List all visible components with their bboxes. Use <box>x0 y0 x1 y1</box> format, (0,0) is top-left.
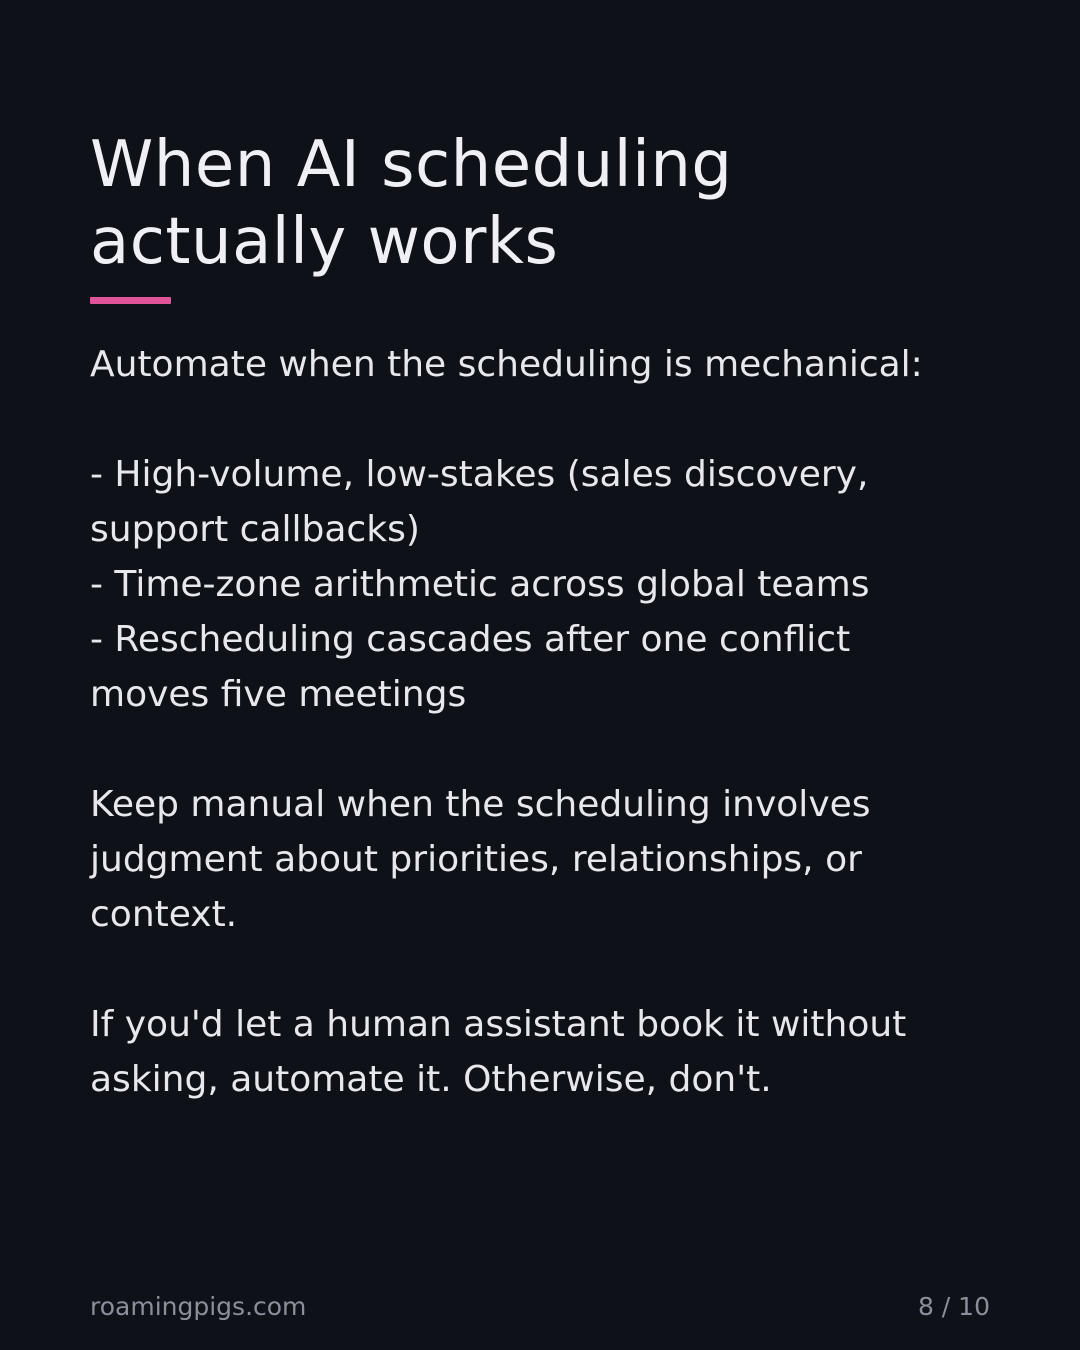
bullet-line-1: - High-volume, low-stakes (sales discovery, <box>90 454 869 495</box>
title-accent-divider <box>90 297 171 304</box>
paragraph-gap <box>90 722 1010 777</box>
paragraph-gap <box>90 392 1010 447</box>
page-indicator: 8 / 10 <box>917 1291 990 1321</box>
manual-line-3: context. <box>90 894 238 935</box>
site-url: roamingpigs.com <box>90 1291 307 1321</box>
slide-title <box>90 127 990 281</box>
slide-title-line-2: actually works <box>90 205 559 279</box>
bullet-line-2: support callbacks) <box>90 509 420 550</box>
bullet-line-5: moves five meetings <box>90 674 467 715</box>
bullet-line-3: - Time-zone arithmetic across global teams <box>90 564 870 605</box>
slide-title-line-1: When AI scheduling <box>90 128 733 202</box>
intro-text: Automate when the scheduling is mechanical: <box>90 344 923 385</box>
rule-line-1: If you'd let a human assistant book it without <box>90 1004 907 1045</box>
manual-line-1: Keep manual when the scheduling involves <box>90 784 871 825</box>
manual-line-2: judgment about priorities, relationships, or <box>90 839 862 880</box>
rule-line-2: asking, automate it. Otherwise, don't. <box>90 1059 772 1100</box>
paragraph-gap <box>90 942 1010 997</box>
slide-footer <box>90 1288 990 1324</box>
bullet-line-4: - Rescheduling cascades after one conflict <box>90 619 851 660</box>
slide-body <box>90 337 1010 1107</box>
